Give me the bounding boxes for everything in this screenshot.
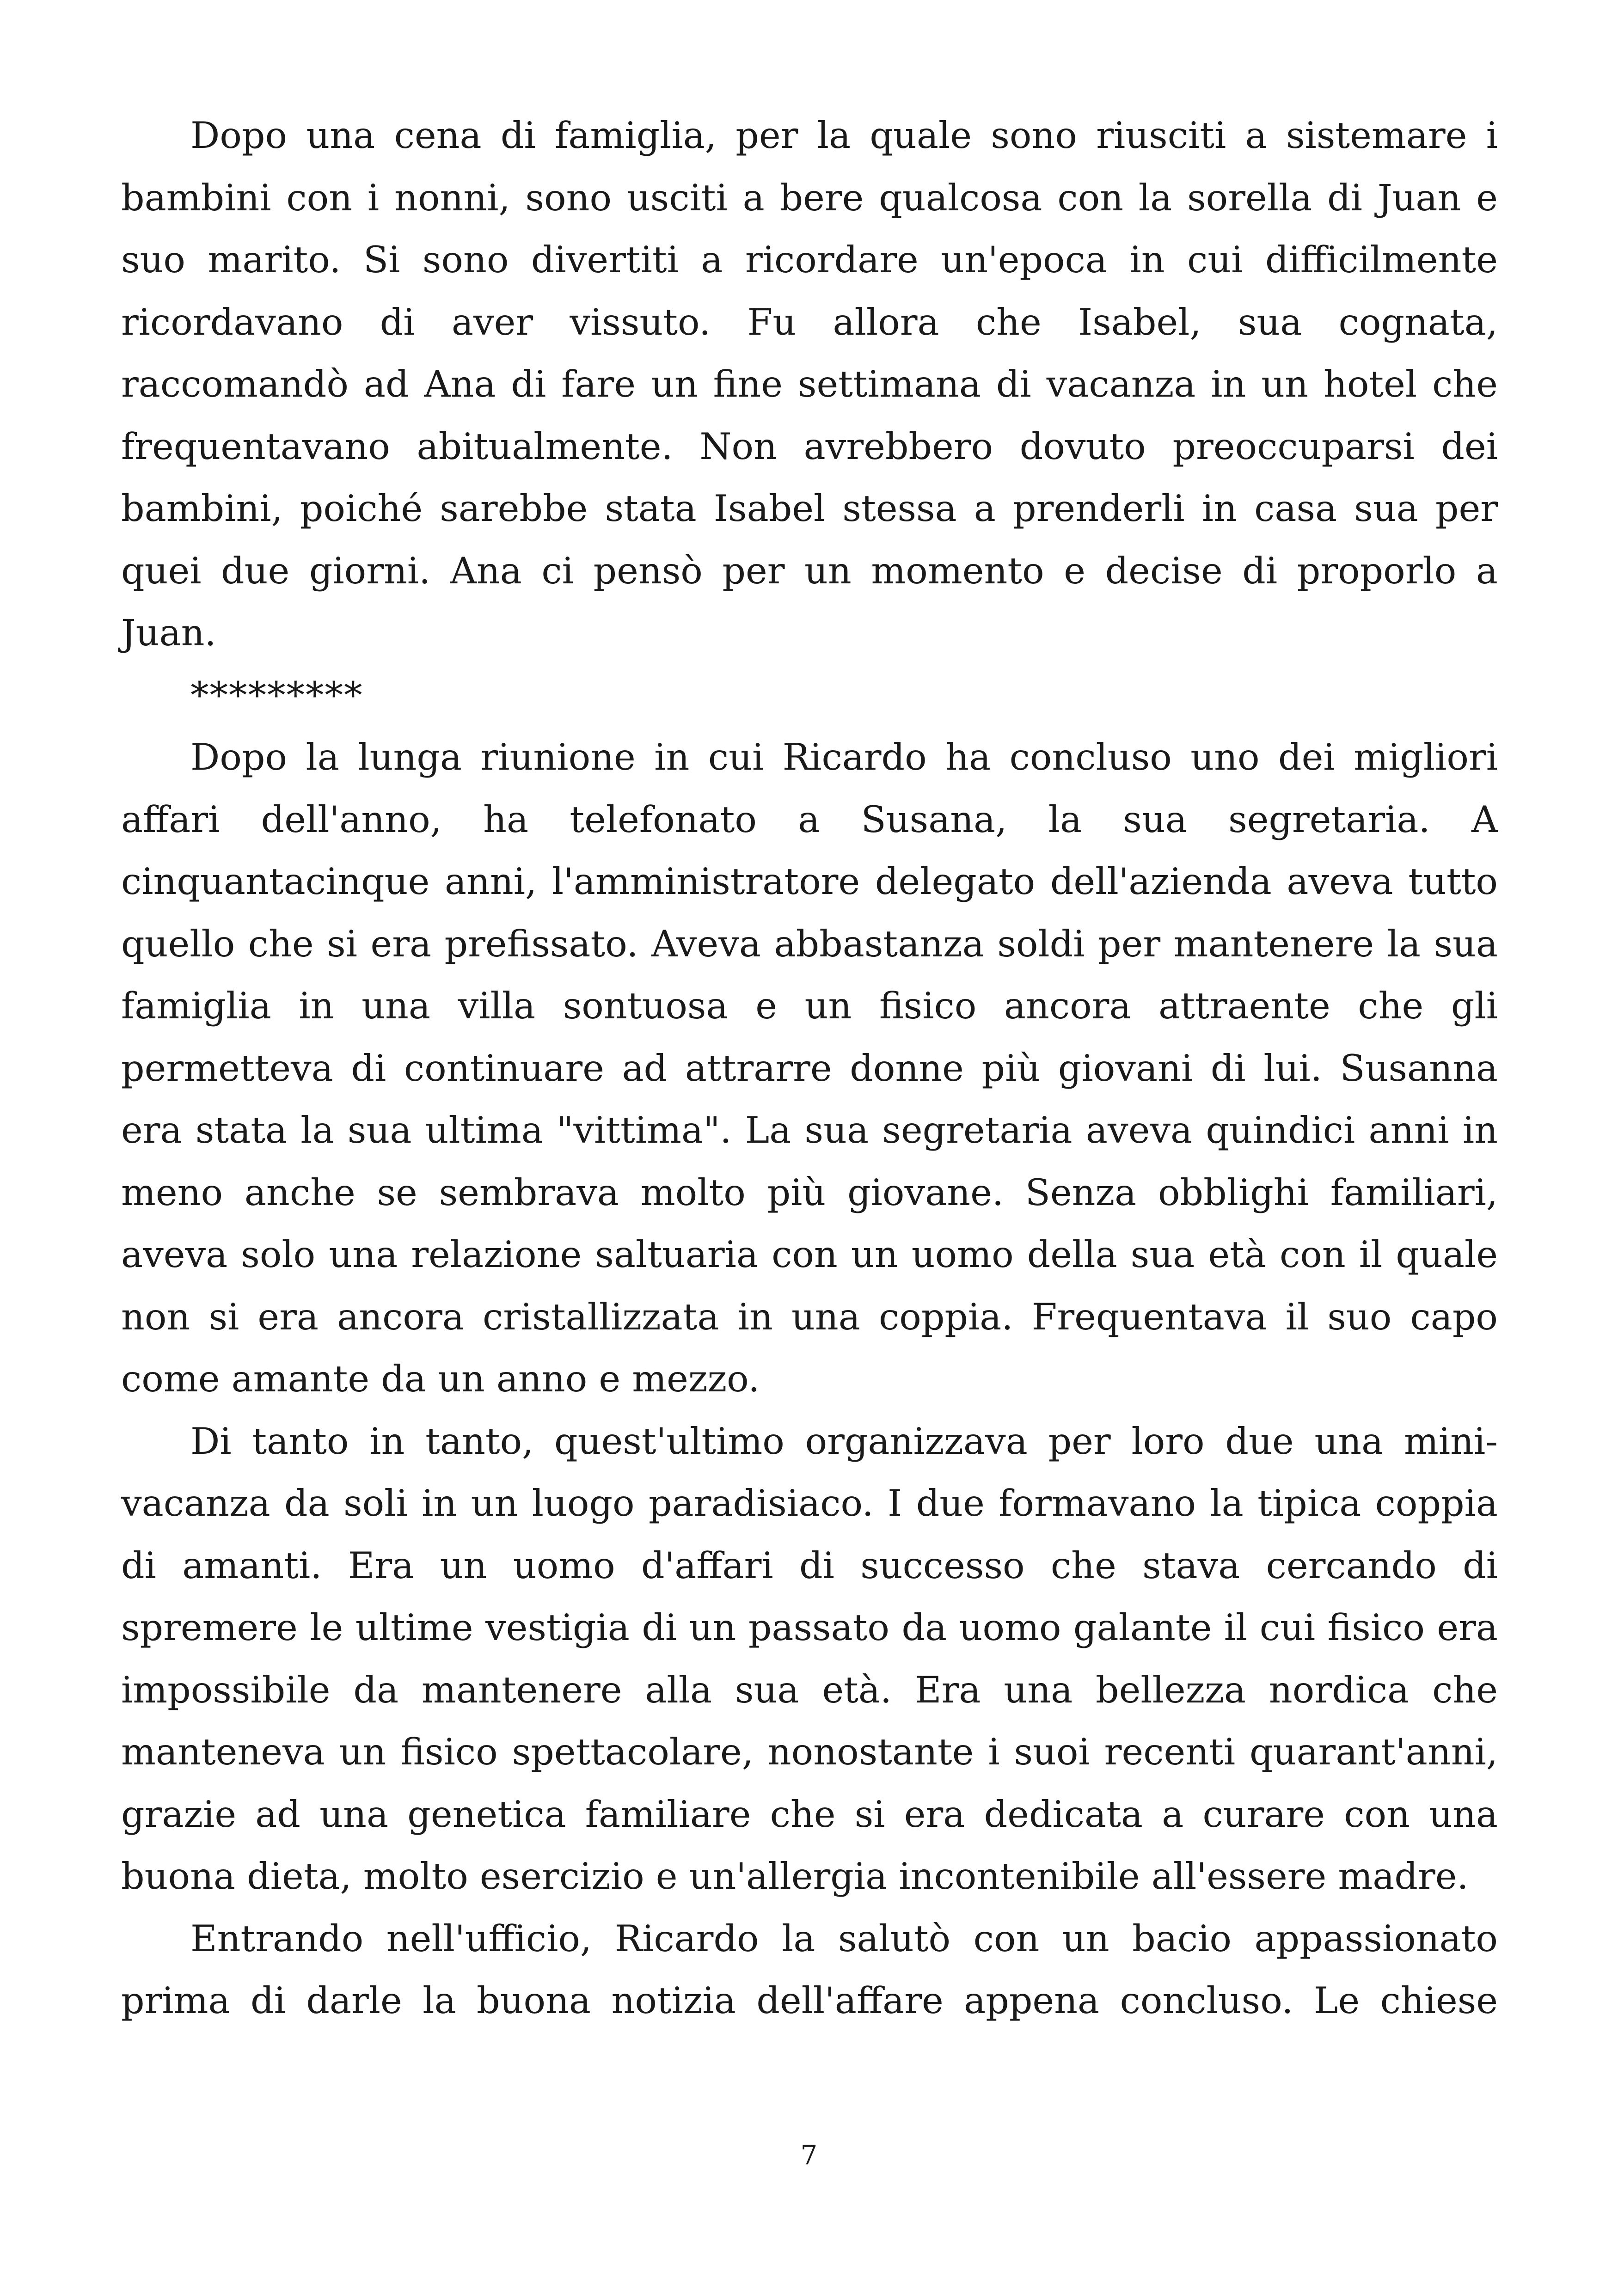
body-text	[121, 104, 1498, 2032]
section-separator: *********	[190, 673, 363, 716]
paragraph-dinner: Dopo una cena di famiglia, per la quale sono riusciti a sistemare i bambini con i nonni, sono usciti a bere qualcosa con la sorella di Juan e suo marito. Si sono divertiti a ricordare un'epoca in cui difficilmente ricordavano di aver vissuto. Fu allora che Isabel, sua cognata, raccomandò ad Ana di fare un fine settimana di vacanza in un hotel che frequentavano abitualmente. Non avrebbero dovuto preoccuparsi dei bambini, poiché sarebbe stata Isabel stessa a prenderli in casa sua per quei due giorni. Ana ci pensò per un momento e decise di proporlo a Juan.	[121, 114, 1498, 654]
paragraph-mini-vacation: Di tanto in tanto, quest'ultimo organizzava per loro due una mini-vacanza da soli in un luogo paradisiaco. I due formavano la tipica coppia di amanti. Era un uomo d'affari di successo che stava cercando di spremere le ultime vestigia di un passato da uomo galante il cui fisico era impossibile da mantenere alla sua età. Era una bellezza nordica che manteneva un fisico spettacolare, nonostante i suoi recenti quarant'anni, grazie ad una genetica familiare che si era dedicata a curare con una buona dieta, molto esercizio e un'allergia incontenibile all'essere madre.	[121, 1420, 1498, 1898]
paragraph-ricardo-meeting: Dopo la lunga riunione in cui Ricardo ha concluso uno dei migliori affari dell'anno, ha telefonato a Susana, la sua segretaria. A cinquantacinque anni, l'amministratore delegato dell'azienda aveva tutto quello che si era prefissato. Aveva abbastanza soldi per mantenere la sua famiglia in una villa sontuosa e un fisico ancora attraente che gli permetteva di continuare ad attrarre donne più giovani di lui. Susanna era stata la sua ultima "vittima". La sua segretaria aveva quindici anni in meno anche se sembrava molto più giovane. Senza obblighi familiari, aveva solo una relazione saltuaria con un uomo della sua età con il quale non si era ancora cristallizzata in una coppia. Frequentava il suo capo come amante da un anno e mezzo.	[121, 736, 1498, 1400]
page-number: 7	[800, 2139, 818, 2171]
paragraph-office-greeting: Entrando nell'ufficio, Ricardo la salutò con un bacio appassionato prima di darle la buona notizia dell'affare appena concluso. Le chiese	[121, 1917, 1498, 2022]
